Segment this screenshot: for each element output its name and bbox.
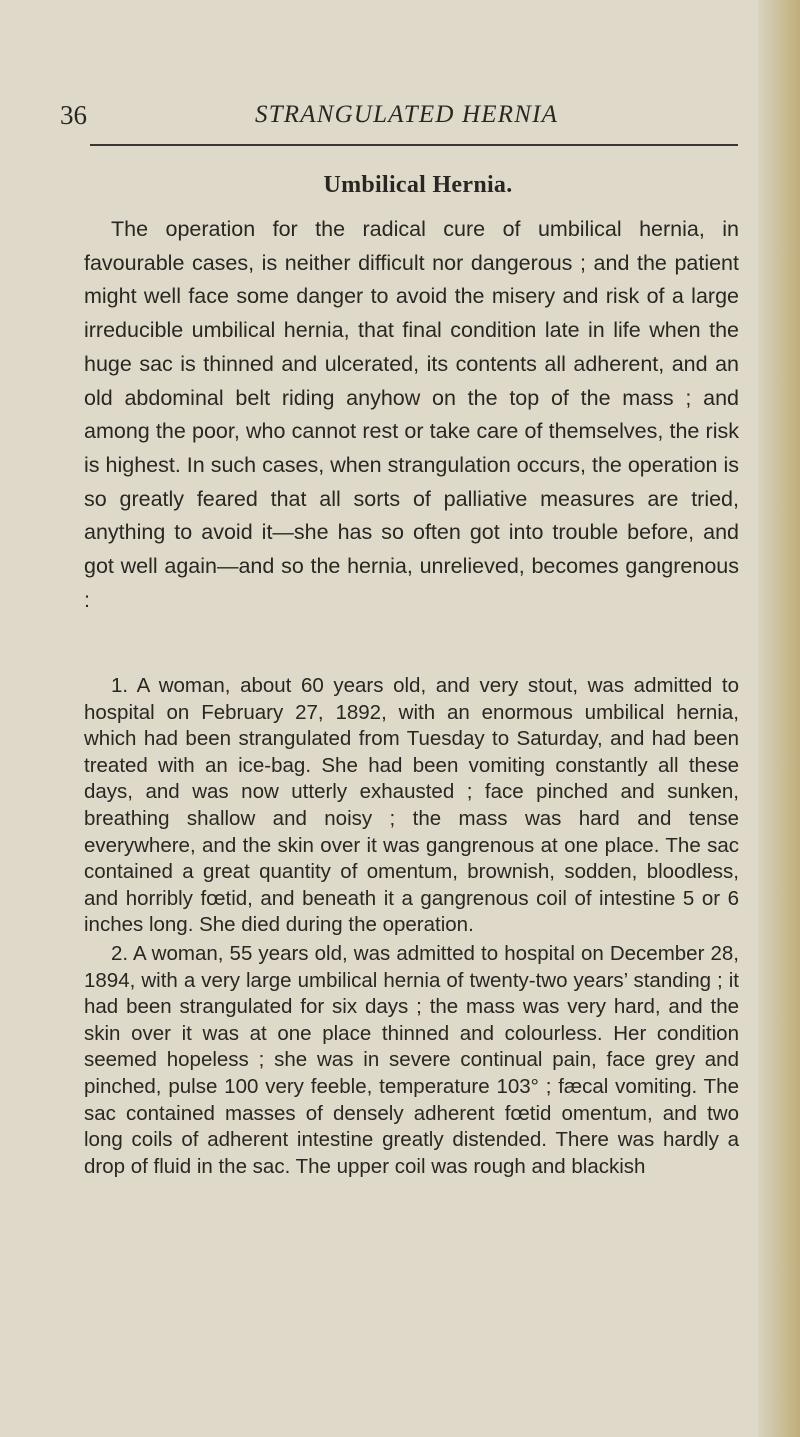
case-paragraph: 1. A woman, about 60 years old, and very stout, was admitted to hospital on February 27, 1892, with an enormous umbilical hernia, which had been strangulated from Tuesday to Saturday, and had been treated with an ice-bag. She had been vomiting constantly all these days, and was now utterly exhausted ; face pinched and sunken, breathing shallow and noisy ; the mass was hard and tense everywhere, and the skin over it was gangrenous at one place. The sac contained a great quantity of omentum, brownish, sodden, bloodless, and horribly fœtid, and beneath it a gangrenous coil of intestine 5 or 6 inches long. She died during the operation. xyxy=(84,674,739,937)
case-paragraph: 2. A woman, 55 years old, was admitted to hospital on December 28, 1894, with a very large umbilical hernia of twenty-two years’ standing ; it had been strangulated for six days ; the mass was very hard, and the skin over it was at one place thinned and colourless. Her condition seemed hopeless ; she was in severe continual pain, face grey and pinched, pulse 100 very feeble, temperature 103° ; fæcal vomiting. The sac contained masses of densely adherent fœtid omentum, and two long coils of adherent intestine greatly distended. There was hardly a drop of fluid in the sac. The upper coil was rough and blackish xyxy=(84,941,739,1178)
header-rule xyxy=(90,144,738,146)
intro-block xyxy=(84,213,739,617)
running-head: STRANGULATED HERNIA xyxy=(255,101,559,128)
section-title-wrapper xyxy=(0,170,800,200)
section-title: Umbilical Hernia. xyxy=(323,172,513,198)
case-list xyxy=(84,673,739,1180)
page-number: 36 xyxy=(60,100,87,130)
page-edge-shadow xyxy=(758,0,800,1437)
intro-paragraph: The operation for the radical cure of umbilical hernia, in favourable cases, is neither difficult nor dangerous ; and the patient might well face some danger to avoid the misery and risk of a large irreducible umbilical hernia, that final condition late in life when the huge sac is thinned and ulcerated, its contents all adherent, and an old abdominal belt riding anyhow on the top of the mass ; and among the poor, who cannot rest or take care of themselves, the risk is highest. In such cases, when strangulation occurs, the operation is so greatly feared that all sorts of palliative measures are tried, anything to avoid it—she has so often got into trouble before, and got well again—and so the hernia, unrelieved, becomes gangrenous : xyxy=(84,217,739,612)
page-header xyxy=(60,98,740,138)
